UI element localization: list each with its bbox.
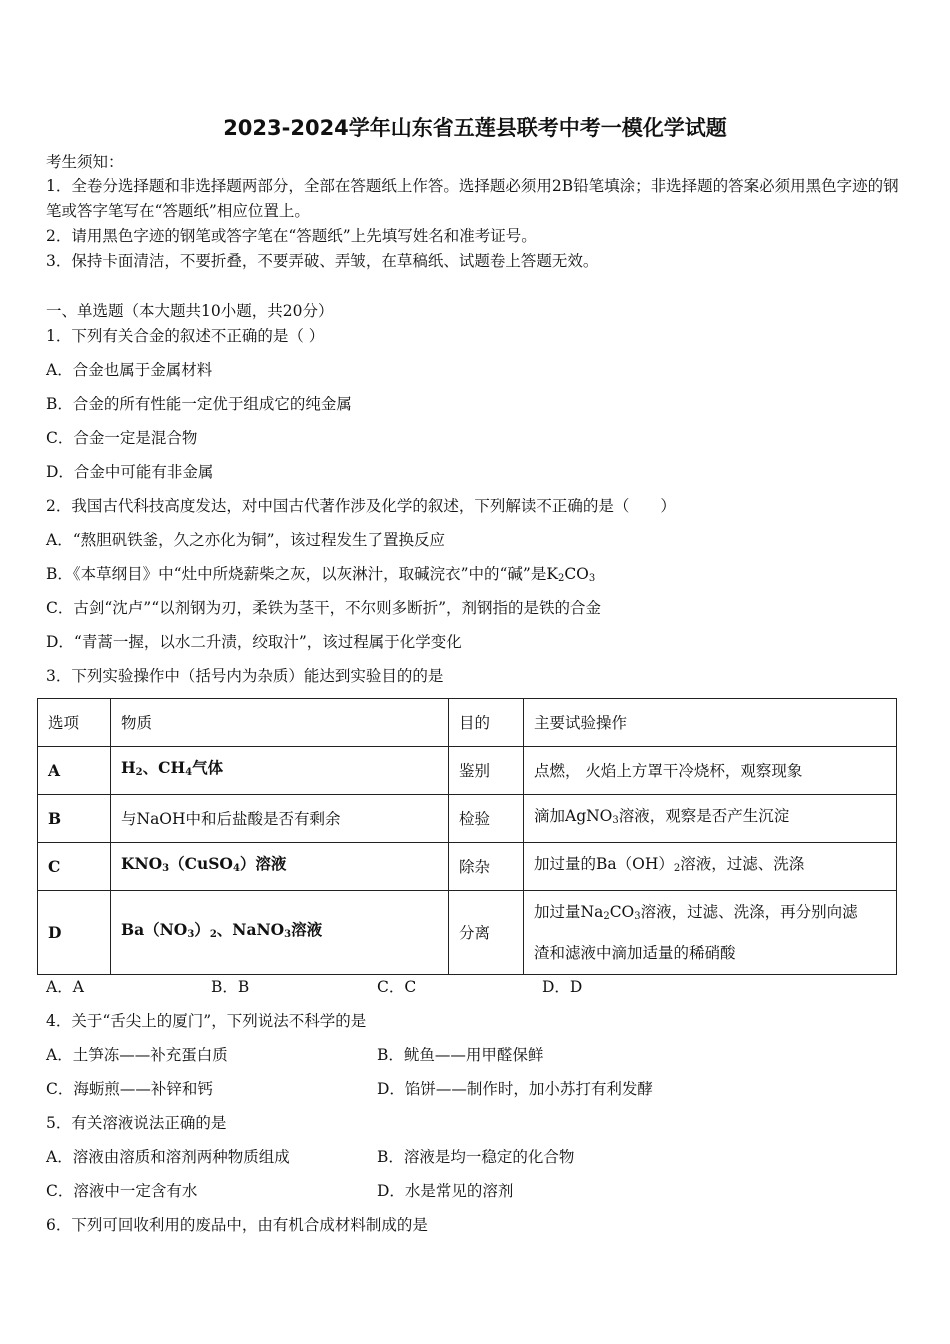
row-a-substance: $H_2$、$CH_4$气体	[111, 747, 449, 795]
row-a-operation: 点燃， 火焰上方罩干冷烧杯，观察现象	[524, 747, 897, 795]
row-b-operation: 滴加AgNO$_3$溶液，观察是否产生沉淀	[524, 795, 897, 843]
question-5-option-d: D．水是常见的溶剂	[377, 1182, 514, 1200]
notice-item-1: 1．全卷分选择题和非选择题两部分，全部在答题纸上作答。选择题必须用2B铅笔填涂；非选择题的答案必须用黑色字迹的钢笔或答字笔写在“答题纸”相应位置上。	[46, 177, 899, 220]
header-substance: 物质	[111, 699, 449, 747]
question-4-stem: 4．关于“舌尖上的厦门”，下列说法不科学的是	[46, 1012, 367, 1030]
row-c-purpose: 除杂	[449, 843, 524, 891]
question-5-stem: 5．有关溶液说法正确的是	[46, 1114, 227, 1132]
row-a-purpose: 鉴别	[449, 747, 524, 795]
question-5-option-c: C．溶液中一定含有水	[46, 1182, 198, 1200]
question-1-option-a: A．合金也属于金属材料	[46, 361, 213, 379]
row-d-operation: 加过量$Na_2CO_3$溶液，过滤、洗涤，再分别向滤 渣和滤液中滴加适量的稀硝酸	[524, 891, 897, 975]
question-2-option-c: C．古剑“沈卢”“以剂钢为刃，柔铁为茎干，不尔则多断折”，剂钢指的是铁的合金	[46, 599, 602, 617]
question-1-option-c: C．合金一定是混合物	[46, 429, 198, 447]
table-header-row	[38, 699, 897, 747]
question-2-option-b	[46, 564, 595, 589]
question-2-stem: 2．我国古代科技高度发达，对中国古代著作涉及化学的叙述，下列解读不正确的是（ ）	[46, 497, 676, 515]
question-5-option-a: A．溶液由溶质和溶剂两种物质组成	[46, 1148, 290, 1166]
question-3-answer-a: A．A	[46, 978, 84, 996]
notice-item-2: 2．请用黑色字迹的钢笔或答字笔在“答题纸”上先填写姓名和准考证号。	[46, 227, 537, 245]
question-3-stem: 3．下列实验操作中（括号内为杂质）能达到实验目的的是	[46, 667, 444, 685]
row-b-option: B	[38, 795, 111, 843]
question-5-option-b: B．溶液是均一稳定的化合物	[377, 1148, 575, 1166]
question-6-stem: 6．下列可回收利用的废品中，由有机合成材料制成的是	[46, 1216, 428, 1234]
table-row	[38, 843, 897, 891]
question-3-answer-d: D．D	[542, 978, 583, 996]
row-c-substance: $KNO_3(CuSO_4)$溶液	[111, 843, 449, 891]
question-4-option-d: D．馅饼——制作时，加小苏打有利发酵	[377, 1080, 653, 1098]
question-3-answer-c: C．C	[377, 978, 417, 996]
row-b-purpose: 检验	[449, 795, 524, 843]
row-b-substance: 与NaOH中和后盐酸是否有剩余	[111, 795, 449, 843]
row-d-substance: $Ba(NO_3)_2$、NaNO$_3$溶液	[111, 891, 449, 975]
table-row	[38, 747, 897, 795]
table-row	[38, 891, 897, 975]
question-2-option-a: A．“熬胆矾铁釜，久之亦化为铜”，该过程发生了置换反应	[46, 531, 446, 549]
row-d-purpose: 分离	[449, 891, 524, 975]
k2co3-formula: $K_2CO_3$	[546, 565, 596, 584]
header-operation: 主要试验操作	[524, 699, 897, 747]
header-purpose: 目的	[449, 699, 524, 747]
question-2-option-b-text: B．《本草纲目》中“灶中所烧薪柴之灰，以灰淋汁，取碱浣衣”中的“碱”是	[46, 565, 547, 583]
table-row	[38, 795, 897, 843]
notice-item-3: 3．保持卡面清洁，不要折叠，不要弄破、弄皱，在草稿纸、试题卷上答题无效。	[46, 252, 599, 270]
question-4-option-a: A．土笋冻——补充蛋白质	[46, 1046, 228, 1064]
question-1-option-b: B．合金的所有性能一定优于组成它的纯金属	[46, 395, 352, 413]
notice-heading: 考生须知：	[46, 153, 124, 171]
question-1-option-d: D．合金中可能有非金属	[46, 463, 214, 481]
question-3-table	[37, 698, 897, 975]
row-d-option: D	[38, 891, 111, 975]
question-1-stem: 1．下列有关合金的叙述不正确的是（ ）	[46, 327, 325, 345]
question-4-option-c: C．海蛎煎——补锌和钙	[46, 1080, 213, 1098]
question-3-answer-b: B．B	[211, 978, 250, 996]
row-c-operation: 加过量的$Ba(OH)_2$溶液，过滤、洗涤	[524, 843, 897, 891]
section-title: 一、单选题（本大题共10小题，共20分）	[46, 302, 334, 320]
header-option: 选项	[38, 699, 111, 747]
row-c-option: C	[38, 843, 111, 891]
row-a-option: A	[38, 747, 111, 795]
question-2-option-d: D．“青蒿一握，以水二升渍，绞取汁”，该过程属于化学变化	[46, 633, 462, 651]
question-4-option-b: B．鱿鱼——用甲醛保鲜	[377, 1046, 544, 1064]
page-title: 2023-2024学年山东省五莲县联考中考一模化学试题	[223, 116, 727, 140]
